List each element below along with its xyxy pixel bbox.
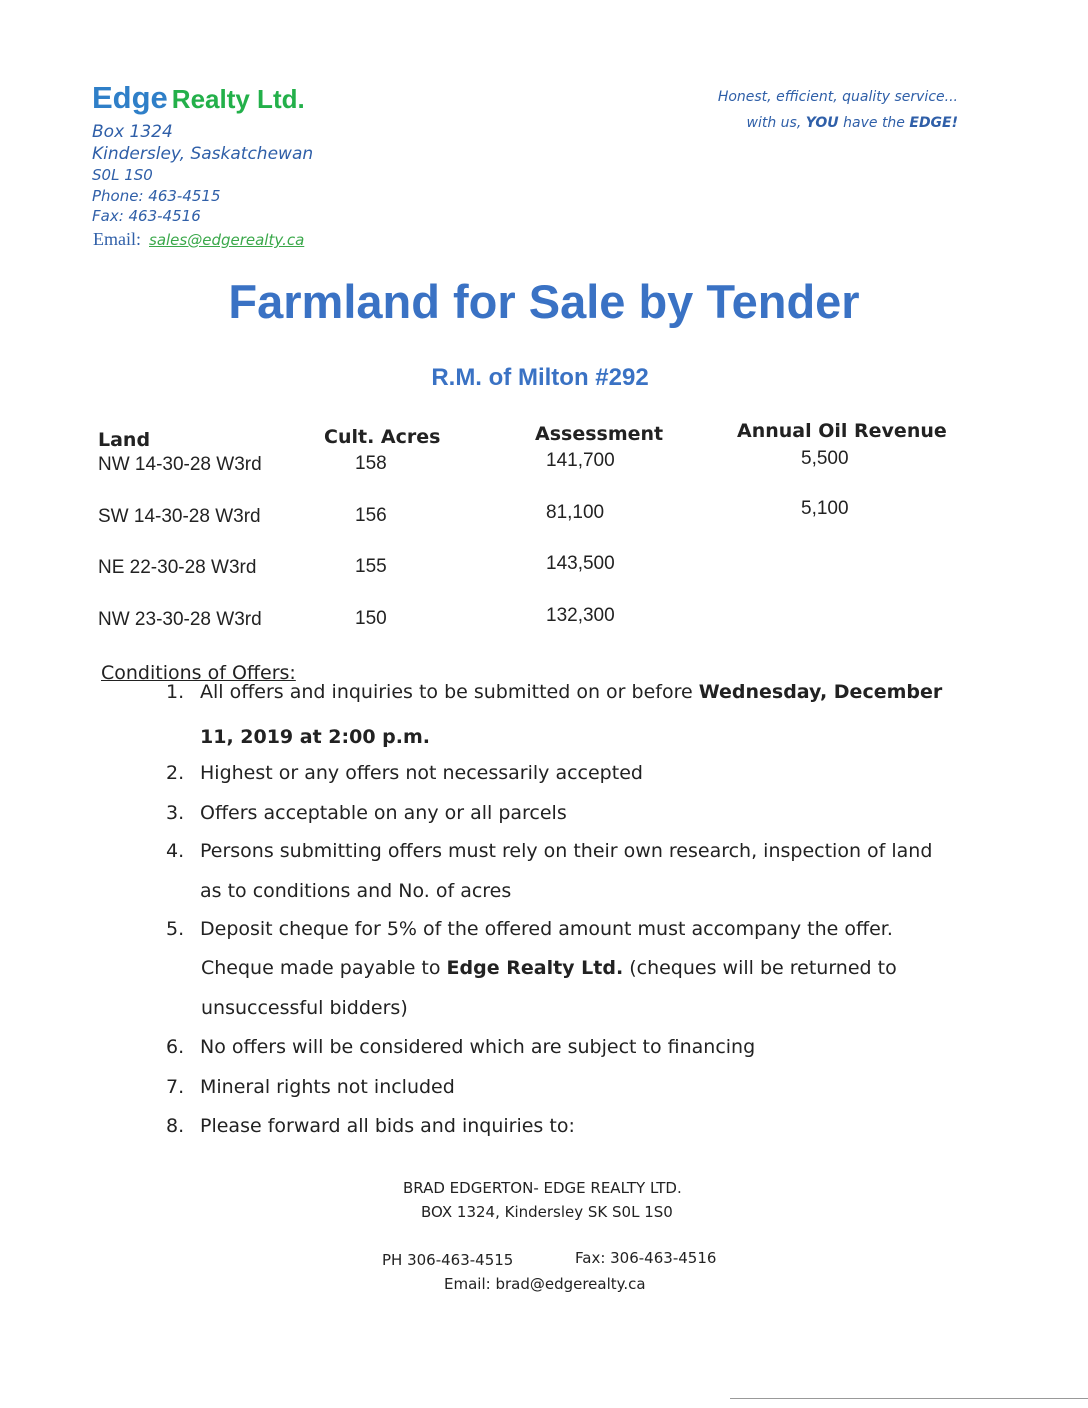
- item-number: 7.: [166, 1076, 185, 1098]
- brand-edge: Edge: [92, 80, 168, 115]
- company-logo: [92, 80, 305, 116]
- item-number: 8.: [166, 1115, 185, 1137]
- item-number: 6.: [166, 1036, 185, 1058]
- table-cell-oil-revenue: 5,500: [801, 448, 849, 469]
- table-cell-assessment: 143,500: [546, 553, 615, 574]
- header-cult-acres: Cult. Acres: [324, 426, 441, 448]
- item-text: All offers and inquiries to be submitted on or before: [200, 681, 699, 703]
- list-item: [166, 802, 567, 824]
- list-item: [166, 681, 942, 703]
- page-subtitle: R.M. of Milton #292: [431, 364, 649, 391]
- contact-address: BOX 1324, Kindersley SK S0L 1S0: [421, 1203, 673, 1221]
- contact-fax: Fax: 306-463-4516: [575, 1249, 717, 1267]
- item-number: 1.: [166, 681, 185, 703]
- slogan-you: YOU: [805, 115, 839, 131]
- item-cont-pre: Cheque made payable to: [201, 957, 447, 979]
- scan-edge-line: [730, 1398, 1088, 1399]
- item-text: Persons submitting offers must rely on their own research, inspection of land: [200, 840, 933, 862]
- company-phone: Phone: 463-4515: [92, 187, 221, 205]
- item-number: 2.: [166, 762, 185, 784]
- item-number: 5.: [166, 918, 185, 940]
- item-text: Deposit cheque for 5% of the offered amount must accompany the offer.: [200, 918, 893, 940]
- table-cell-assessment: 81,100: [546, 502, 605, 523]
- brand-realty: Realty Ltd.: [171, 84, 305, 114]
- item-number: 4.: [166, 840, 185, 862]
- item-text: No offers will be considered which are subject to financing: [200, 1036, 756, 1058]
- item-text: Mineral rights not included: [200, 1076, 455, 1098]
- item-number: 3.: [166, 802, 185, 824]
- table-cell-acres: 156: [355, 505, 387, 526]
- table-cell-land: NW 14-30-28 W3rd: [98, 454, 262, 475]
- slogan-line-2: [747, 115, 958, 131]
- contact-name: BRAD EDGERTON- EDGE REALTY LTD.: [403, 1179, 682, 1197]
- item-continuation-2: unsuccessful bidders): [201, 997, 408, 1019]
- company-fax: Fax: 463-4516: [92, 207, 201, 225]
- item-continuation-bold: 11, 2019 at 2:00 p.m.: [200, 726, 430, 748]
- table-cell-land: NE 22-30-28 W3rd: [98, 557, 257, 578]
- slogan-edge: EDGE!: [909, 115, 958, 131]
- email-link[interactable]: sales@edgerealty.ca: [149, 231, 305, 249]
- table-cell-acres: 155: [355, 556, 387, 577]
- list-item: [166, 918, 893, 940]
- table-cell-assessment: 132,300: [546, 605, 615, 626]
- item-text: Highest or any offers not necessarily accepted: [200, 762, 643, 784]
- conditions-heading: Conditions of Offers:: [101, 662, 296, 684]
- item-continuation: [201, 957, 897, 979]
- table-cell-land: NW 23-30-28 W3rd: [98, 609, 262, 630]
- list-item: [166, 1115, 575, 1137]
- item-continuation: as to conditions and No. of acres: [200, 880, 512, 902]
- item-text-bold: Wednesday, December: [698, 681, 943, 703]
- table-cell-oil-revenue: 5,100: [801, 498, 849, 519]
- list-item: [166, 1036, 755, 1058]
- item-cont-post: (cheques will be returned to: [623, 957, 897, 979]
- company-city: Kindersley, Saskatchewan: [92, 144, 314, 164]
- contact-email[interactable]: Email: brad@edgerealty.ca: [444, 1275, 646, 1293]
- contact-phone: PH 306-463-4515: [382, 1251, 514, 1269]
- header-annual-oil-revenue: Annual Oil Revenue: [737, 420, 947, 442]
- table-cell-acres: 150: [355, 608, 387, 629]
- item-text: Please forward all bids and inquiries to:: [200, 1115, 575, 1137]
- company-email-line: [93, 229, 304, 250]
- email-label: Email:: [93, 229, 141, 249]
- list-item: [166, 1076, 455, 1098]
- slogan-pre: with us,: [746, 115, 802, 131]
- table-cell-land: SW 14-30-28 W3rd: [98, 506, 261, 527]
- slogan-mid: have the: [843, 115, 905, 131]
- item-cont-bold: Edge Realty Ltd.: [446, 957, 624, 979]
- company-box: Box 1324: [92, 122, 173, 142]
- list-item: [166, 840, 932, 862]
- company-postal: S0L 1S0: [92, 166, 153, 184]
- list-item: [166, 762, 643, 784]
- table-cell-acres: 158: [355, 453, 387, 474]
- header-assessment: Assessment: [535, 423, 664, 445]
- header-land: Land: [98, 429, 151, 451]
- table-cell-assessment: 141,700: [546, 450, 615, 471]
- page-title: Farmland for Sale by Tender: [228, 275, 860, 328]
- slogan-line-1: Honest, efficient, quality service...: [717, 89, 958, 105]
- item-text: Offers acceptable on any or all parcels: [200, 802, 567, 824]
